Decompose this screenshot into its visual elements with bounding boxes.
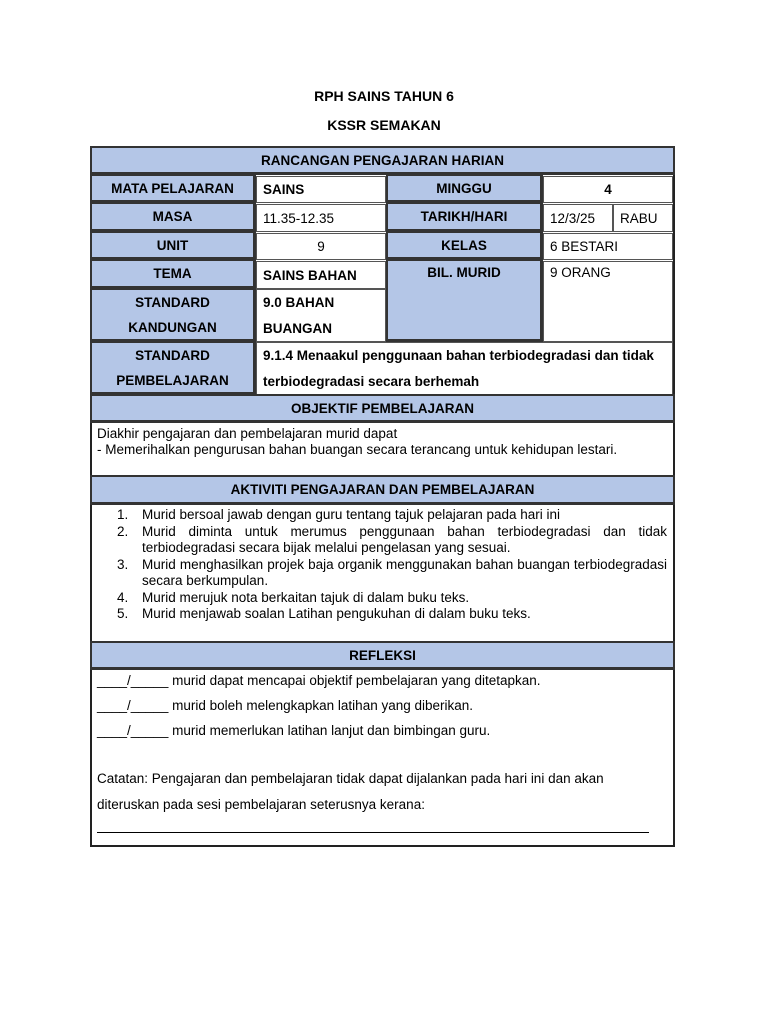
list-item-text: Murid merujuk nota berkaitan tajuk di dalam buku teks. xyxy=(142,589,470,605)
catatan-line-1: Catatan: Pengajaran dan pembelajaran tidak dapat dijalankan pada hari ini dan akan xyxy=(97,771,604,786)
objektif-text xyxy=(97,426,667,458)
standard-pembelajaran-label-line1: STANDARD xyxy=(135,348,210,363)
list-item-number: 2. xyxy=(117,523,129,539)
catatan-note xyxy=(97,766,657,818)
standard-kandungan-value-line2: BUANGAN xyxy=(263,320,332,336)
minggu-value: 4 xyxy=(543,176,673,203)
mata-pelajaran-label: MATA PELAJARAN xyxy=(90,174,256,203)
standard-kandungan-label xyxy=(90,288,256,342)
list-item-text: Murid menjawab soalan Latihan pengukuhan di dalam buku teks. xyxy=(142,606,531,621)
catatan-line-2: diteruskan pada sesi pembelajaran seterusnya kerana: xyxy=(97,797,425,812)
list-item xyxy=(97,606,667,623)
objektif-line-2: - Memerihalkan pengurusan bahan buangan secara terancang untuk kehidupan lestari. xyxy=(97,442,618,457)
tarikh-hari-label: TARIKH/HARI xyxy=(386,202,543,232)
refleksi-line-1: ____/_____ murid dapat mencapai objektif pembelajaran yang ditetapkan. xyxy=(97,673,541,688)
tema-value: SAINS BAHAN xyxy=(256,261,386,289)
objektif-heading: OBJEKTIF PEMBELAJARAN xyxy=(90,394,675,423)
list-item-text: Murid bersoal jawab dengan guru tentang tajuk pelajaran pada hari ini xyxy=(142,507,561,522)
unit-label: UNIT xyxy=(90,231,256,260)
table-main-heading: RANCANGAN PENGAJARAN HARIAN xyxy=(90,146,675,175)
bil-murid-label: BIL. MURID xyxy=(386,259,543,342)
minggu-label: MINGGU xyxy=(386,174,543,203)
tarikh-value: 12/3/25 xyxy=(543,204,613,232)
list-item-text: Murid diminta untuk merumus penggunaan bahan terbiodegradasi dan tidak terbiodegradasi secara bijak melalui pengelasan yang sesuai. xyxy=(142,523,667,555)
standard-kandungan-label-line2: KANDUNGAN xyxy=(128,320,217,335)
list-item-text: Murid menghasilkan projek baja organik menggunakan bahan buangan terbiodegradasi secara berkumpulan. xyxy=(142,556,667,588)
list-item xyxy=(97,590,667,607)
standard-kandungan-value-line1: 9.0 BAHAN xyxy=(263,295,335,311)
list-item xyxy=(97,557,667,590)
kelas-value: 6 BESTARI xyxy=(543,233,673,260)
standard-pembelajaran-label xyxy=(90,341,256,395)
objektif-line-1: Diakhir pengajaran dan pembelajaran murid dapat xyxy=(97,426,398,441)
standard-pembelajaran-value-line2: terbiodegradasi secara berhemah xyxy=(263,373,480,389)
standard-pembelajaran-label-line2: PEMBELAJARAN xyxy=(116,373,229,388)
standard-kandungan-label-line1: STANDARD xyxy=(135,295,210,310)
catatan-answer-line xyxy=(97,832,649,833)
refleksi-line-3: ____/_____ murid memerlukan latihan lanjut dan bimbingan guru. xyxy=(97,723,491,738)
list-item xyxy=(97,524,667,557)
list-item xyxy=(97,507,667,524)
masa-label: MASA xyxy=(90,202,256,232)
aktiviti-list xyxy=(97,507,667,623)
masa-value: 11.35-12.35 xyxy=(256,204,386,232)
refleksi-heading: REFLEKSI xyxy=(90,641,675,670)
hari-value: RABU xyxy=(613,204,673,232)
tema-label: TEMA xyxy=(90,259,256,289)
document-subtitle: KSSR SEMAKAN xyxy=(327,117,441,133)
list-item-number: 4. xyxy=(117,589,129,605)
standard-pembelajaran-value-line1: 9.1.4 Menaakul penggunaan bahan terbiodegradasi dan tidak xyxy=(263,348,654,364)
kelas-label: KELAS xyxy=(386,231,543,260)
unit-value: 9 xyxy=(256,233,386,260)
standard-kandungan-value xyxy=(256,289,386,342)
list-item-number: 1. xyxy=(117,507,129,522)
list-item-number: 3. xyxy=(117,556,129,572)
aktiviti-heading: AKTIVITI PENGAJARAN DAN PEMBELAJARAN xyxy=(90,475,675,505)
document-title: RPH SAINS TAHUN 6 xyxy=(314,88,454,104)
standard-pembelajaran-value xyxy=(256,342,673,395)
list-item-number: 5. xyxy=(117,606,129,621)
mata-pelajaran-value: SAINS xyxy=(256,176,386,203)
bil-murid-value: 9 ORANG xyxy=(543,261,673,342)
refleksi-line-2: ____/_____ murid boleh melengkapkan latihan yang diberikan. xyxy=(97,698,474,713)
